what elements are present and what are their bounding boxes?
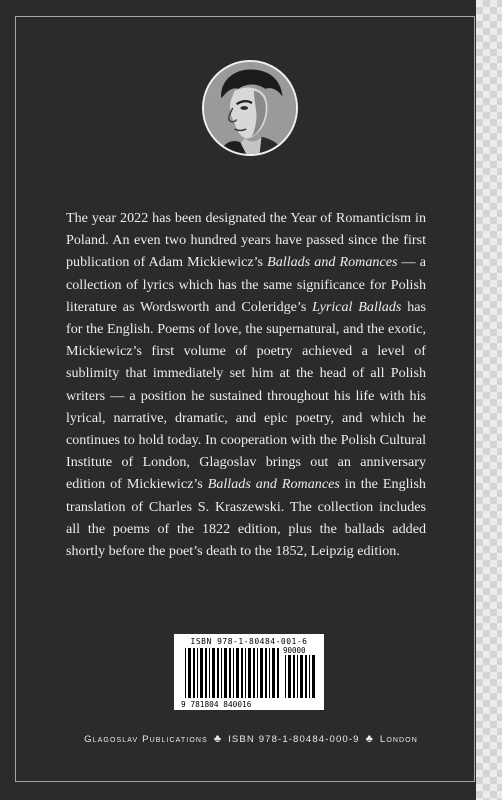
blurb-text: The year 2022 has been designated the Year of Romanticism in Poland. An even two hundred years have passed since the first publication of Adam Mickiewicz’s Ballads and Romances — a collection of lyrics which has the same significance for Polish literature as Wordsworth and Coleridge’s Lyrical Ballads has for the English. Poems of love, the supernatural, and the exotic, Mickiewicz’s first volume of poetry achieved a level of sublimity that immediately set him at the head of all Polish writers — a position he sustained throughout his life with his lyrical, narrative, dramatic, and epic poetry, and which he continues to hold today. In cooperation with the Polish Cultural Institute of London, Glagoslav brings out an anniversary edition of Mickiewicz’s Ballads and Romances in the English translation of Charles S. Kraszewski. The collection includes all the poems of the 1822 edition, plus the ballads added shortly before the poet’s death to the 1852, Leipzig edition. — [66, 210, 426, 560]
title-ballads-and-romances-2: Ballads and Romances — [207, 476, 340, 493]
portrait-illustration-icon — [202, 60, 298, 156]
footer-imprint — [0, 733, 502, 745]
title-lyrical-ballads: Lyrical Ballads — [312, 298, 402, 315]
title-ballads-and-romances: Ballads and Romances — [267, 254, 398, 271]
ean-bars — [185, 648, 281, 698]
barcode-addon-number: 90000 — [283, 646, 306, 655]
isbn-barcode — [174, 634, 324, 710]
publisher-name: Glagoslav Publications — [84, 734, 208, 745]
portrait-drawing — [204, 62, 296, 154]
addon-bars — [285, 655, 317, 698]
barcode-ean-number: 9 781804 840016 — [181, 700, 252, 709]
barcode-isbn-label: ISBN 978-1-80484-001-6 — [190, 637, 308, 646]
club-separator-icon-2: ♣ — [365, 733, 374, 745]
checkered-edge-strip — [476, 0, 502, 800]
club-separator-icon: ♣ — [213, 733, 223, 745]
publisher-city: London — [379, 734, 418, 745]
footer-isbn: ISBN 978-1-80484-000-9 — [228, 734, 360, 745]
